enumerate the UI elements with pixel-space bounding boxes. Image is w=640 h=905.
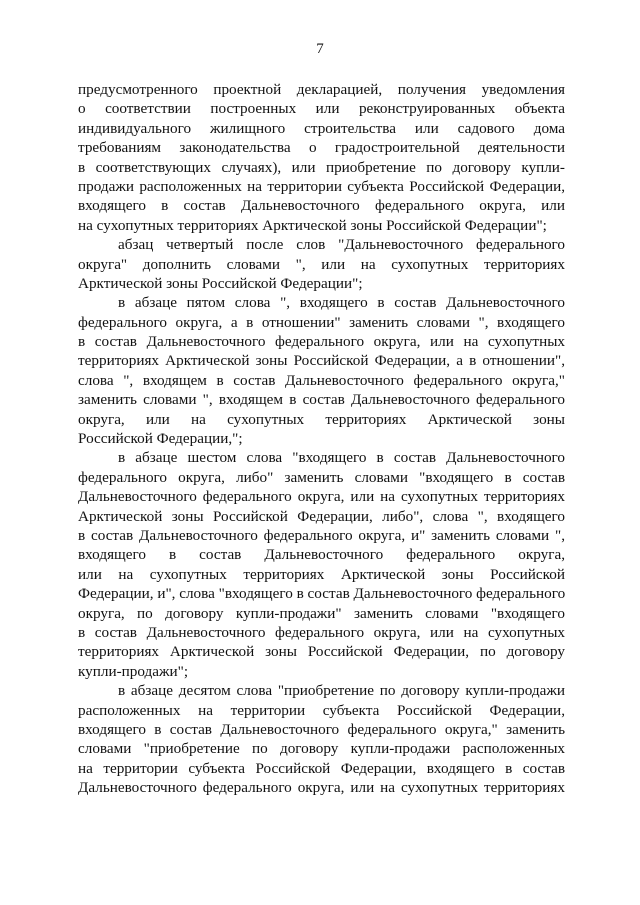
text-line: Арктической зоны Российской Федерации";: [78, 274, 363, 292]
text-line: слова ", входящем в состав Дальневосточного федерального округа,": [78, 371, 565, 389]
text-line: продажи расположенных на территории субъекта Российской Федерации,: [78, 177, 565, 195]
text-line: предусмотренного проектной декларацией, получения уведомления: [78, 81, 565, 98]
text-line: входящего в состав Дальневосточного федерального округа," заменить: [78, 720, 565, 738]
text-line: Российской Федерации,";: [78, 430, 243, 448]
text-line: входящего в состав Дальневосточного федерального округа,: [78, 546, 565, 564]
text-line: заменить словами ", входящем в состав Дальневосточного федерального: [78, 391, 565, 409]
page-number: 7: [316, 41, 324, 57]
text-line: или на сухопутных территориях Арктической зоны Российской: [78, 565, 565, 583]
text-line: купли-продажи";: [78, 662, 189, 680]
text-line: о соответствии построенных или реконструированных объекта: [78, 100, 565, 118]
text-line: округа, по договору купли-продажи" заменить словами "входящего: [78, 604, 565, 622]
text-line: Дальневосточного федерального округа, или на сухопутных территориях: [78, 488, 565, 506]
text-line: в состав Дальневосточного федерального округа, или на сухопутных: [78, 623, 565, 641]
text-line: расположенных на территории субъекта Российской Федерации,: [78, 701, 565, 719]
text-line: входящего в состав Дальневосточного федерального округа, или: [78, 197, 565, 215]
text-line: федерального округа, либо" заменить словами "входящего в состав: [78, 468, 565, 486]
text-line: в абзаце десятом слова "приобретение по договору купли-продажи: [118, 682, 565, 700]
text-line: в соответствующих случаях), или приобретение по договору купли-: [78, 158, 565, 176]
text-line: требованиям законодательства о градостроительной деятельности: [78, 139, 565, 157]
text-line: на сухопутных территориях Арктической зоны Российской Федерации";: [78, 216, 547, 234]
text-line: территориях Арктической зоны Российской Федерации, по договору: [78, 643, 565, 661]
text-line: территориях Арктической зоны Российской Федерации, а в отношении",: [78, 352, 565, 370]
text-line: Арктической зоны Российской Федерации, либо", слова ", входящего: [78, 507, 565, 525]
text-line: абзац четвертый после слов "Дальневосточного федерального: [118, 236, 565, 254]
text-line: федерального округа, а в отношении" заменить словами ", входящего: [78, 313, 565, 331]
text-line: округа" дополнить словами ", или на сухопутных территориях: [78, 255, 565, 273]
text-line: в состав Дальневосточного федерального округа, или на сухопутных: [78, 333, 565, 351]
text-line: словами "приобретение по договору купли-продажи расположенных: [78, 740, 565, 758]
document-body: [78, 80, 565, 797]
text-line: в абзаце шестом слова "входящего в состав Дальневосточного: [118, 449, 565, 467]
text-line: индивидуального жилищного строительства или садового дома: [78, 119, 565, 137]
text-line: Федерации, и", слова "входящего в состав Дальневосточного федерального: [78, 585, 566, 603]
text-line: на территории субъекта Российской Федерации, входящего в состав: [78, 759, 565, 777]
text-line: в абзаце пятом слова ", входящего в состав Дальневосточного: [118, 294, 565, 312]
text-line: Дальневосточного федерального округа, или на сухопутных территориях: [78, 779, 565, 797]
text-line: в состав Дальневосточного федерального округа, и" заменить словами ",: [78, 526, 565, 544]
text-line: округа, или на сухопутных территориях Арктической зоны: [78, 410, 565, 428]
